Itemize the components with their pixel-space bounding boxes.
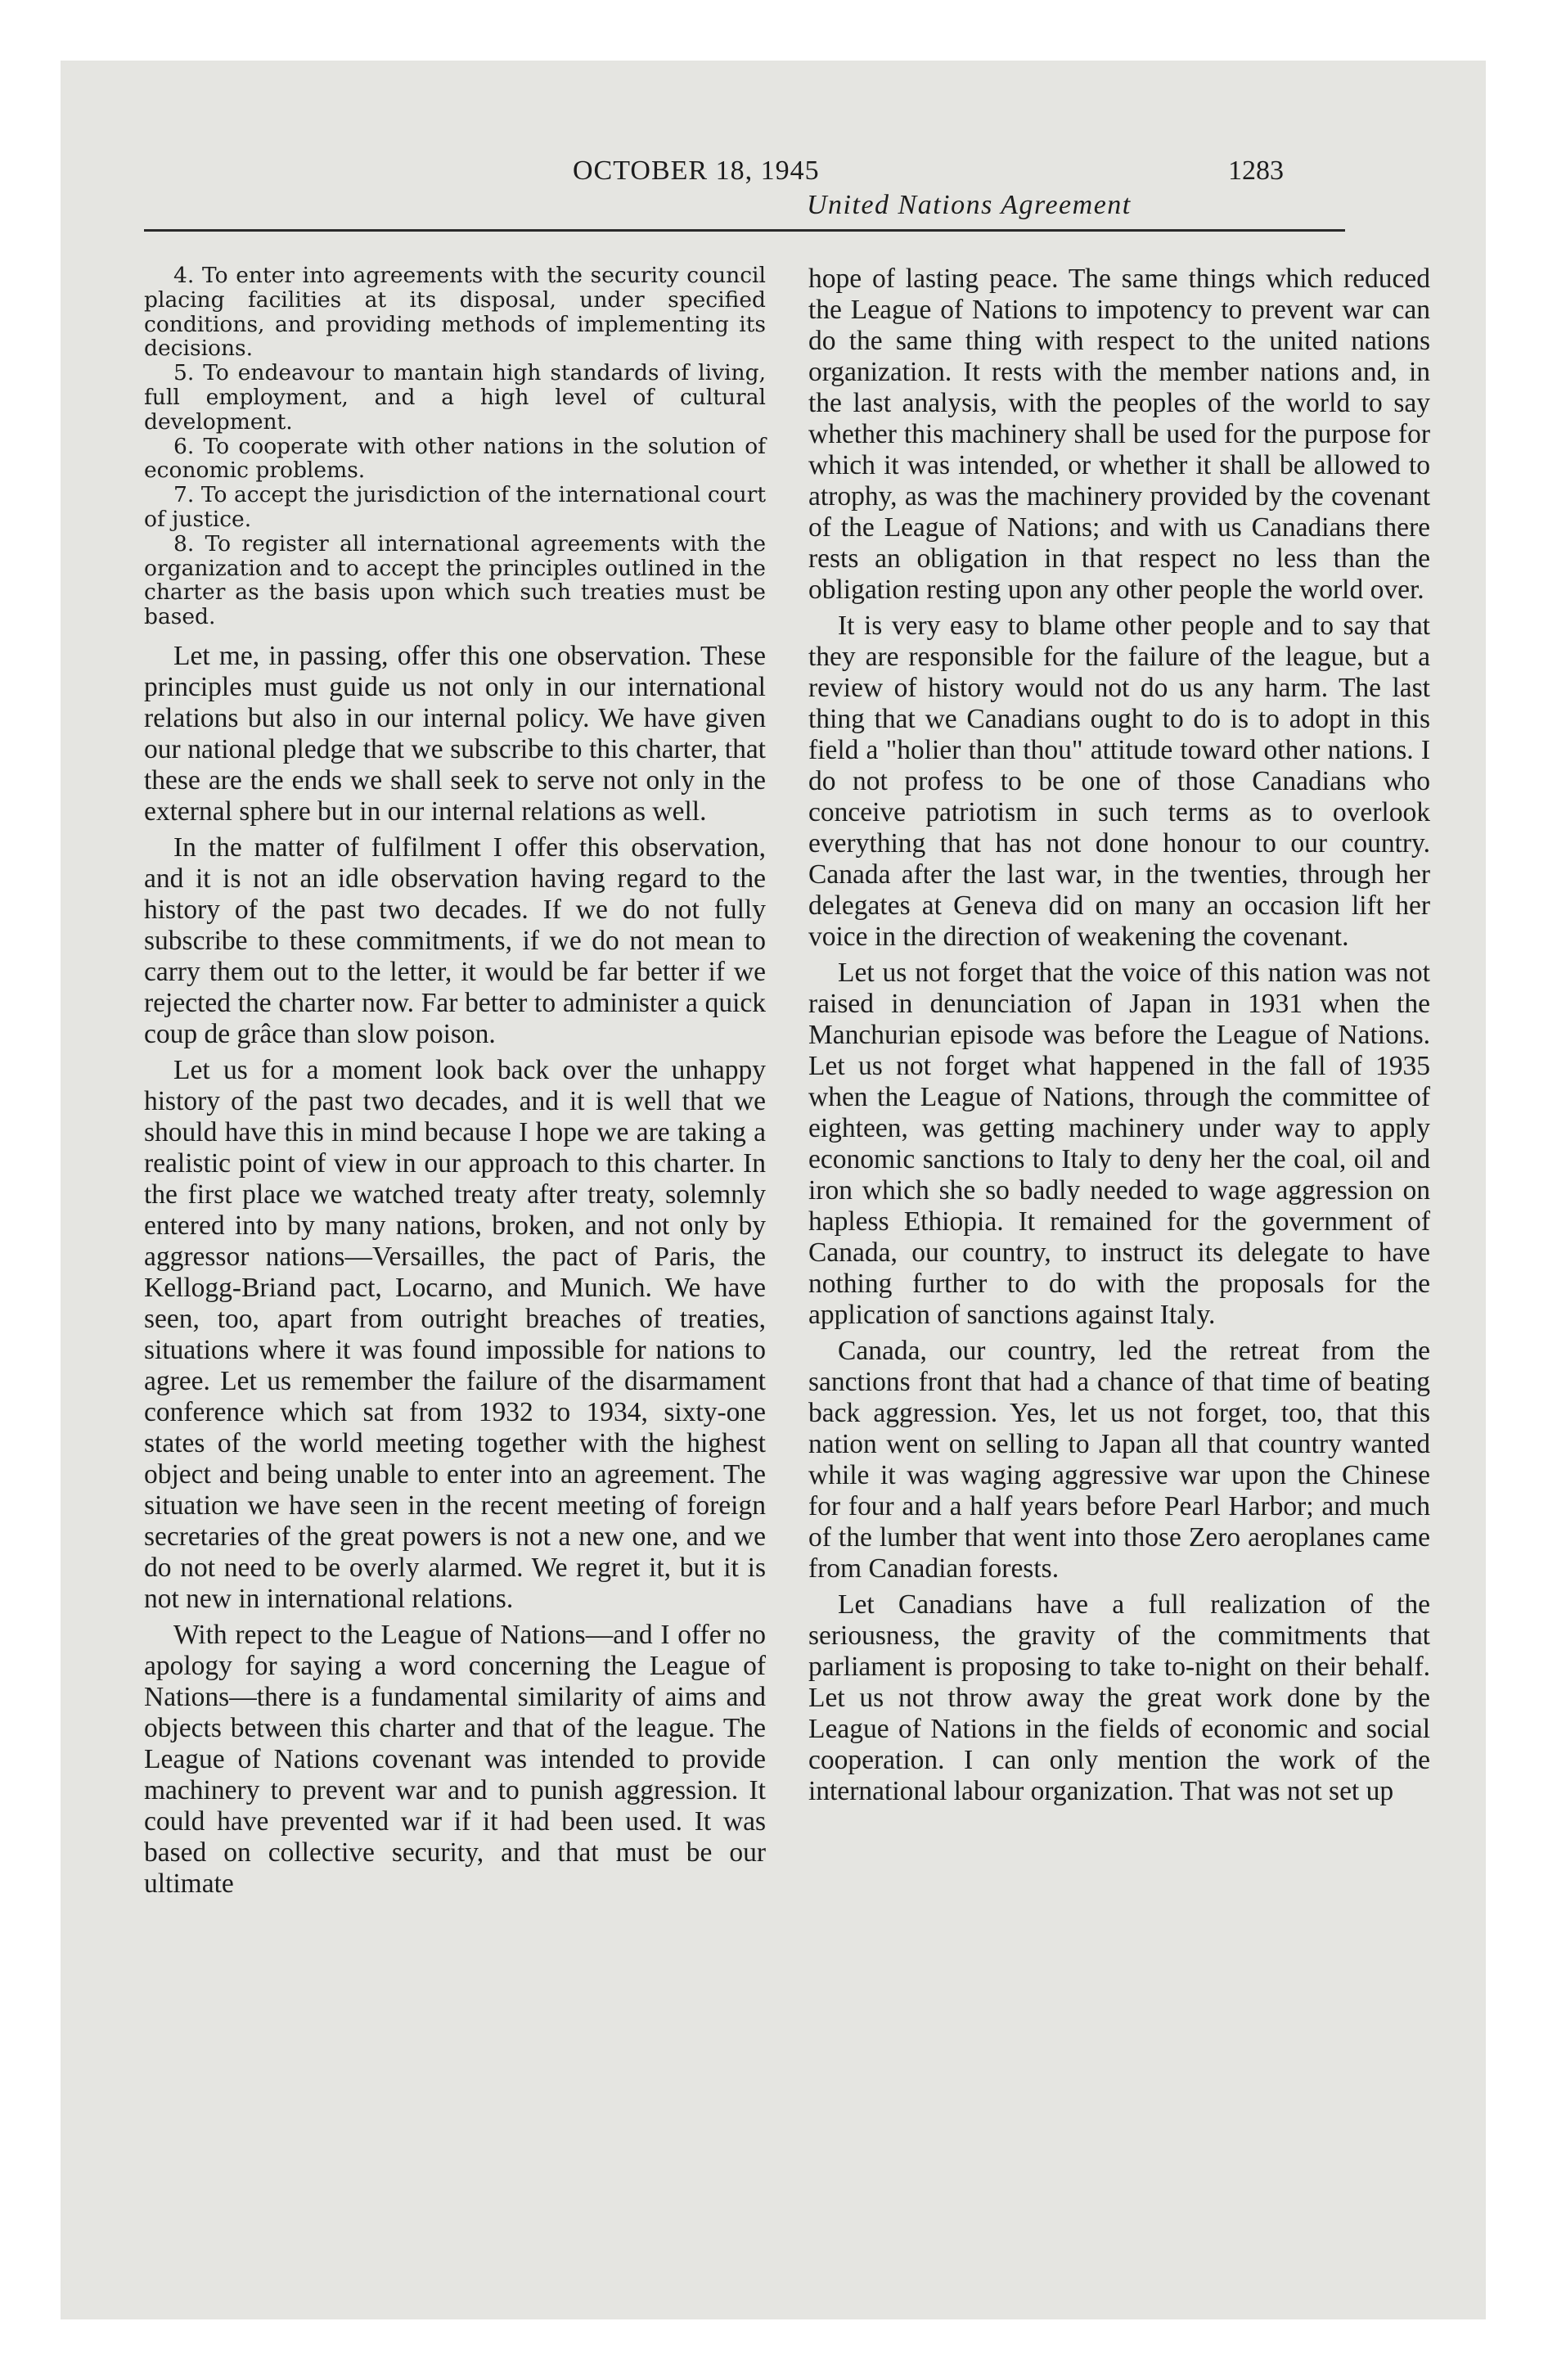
list-item: 7. To accept the jurisdiction of the international court of justice. (144, 482, 766, 532)
page-number: 1283 (1228, 156, 1284, 186)
paragraph: Canada, our country, led the retreat from the sanctions front that had a chance of that time of beating back aggression. Yes, let us not forget, too, that this nation went on selling to Japan all that country wanted while it was waging aggressive war upon the Chinese for four and a half years before Pearl Harbor; and much of the lumber that went into those Zero aeroplanes came from Canadian forests. (808, 1336, 1430, 1584)
left-column (144, 264, 766, 1904)
numbered-list (144, 264, 766, 629)
header-date: OCTOBER 18, 1945 (573, 156, 820, 186)
paragraph: With repect to the League of Nations—and I offer no apology for saying a word concerning the League of Nations—there is a fundamental similarity of aims and objects between this charter and that of the league. The League of Nations covenant was intended to provide machinery to prevent war and to punish aggression. It could have prevented war if it had been used. It was based on collective security, and that must be our ultimate (144, 1619, 766, 1899)
paragraph: Let Canadians have a full realization of the seriousness, the gravity of the commitments that parliament is proposing to take to-night on their behalf. Let us not throw away the great work done by the League of Nations in the fields of economic and social cooperation. I can only mention the work of the international labour organization. That was not set up (808, 1589, 1430, 1806)
paragraph: Let us not forget that the voice of this nation was not raised in denunciation of Japan in 1931 when the Manchurian episode was before the League of Nations. Let us not forget what happened in the fall of 1935 when the League of Nations, through the committee of eighteen, was getting machinery under way to apply economic sanctions to Italy to deny her the coal, oil and iron which she so badly needed to wage aggression on hapless Ethiopia. It remained for the government of Canada, our country, to instruct its delegate to have nothing further to do with the proposals for the application of sanctions against Italy. (808, 958, 1430, 1330)
list-item: 6. To cooperate with other nations in the solution of economic problems. (144, 433, 766, 484)
paragraph: In the matter of fulfilment I offer this observation, and it is not an idle observation having regard to the history of the past two decades. If we do not fully subscribe to these commitments, if we do not mean to carry them out to the letter, it would be far better if we rejected the charter now. Far better to administer a quick coup de grâce than slow poison. (144, 832, 766, 1049)
paragraph-continuation: hope of lasting peace. The same things which reduced the League of Nations to impotency to prevent war can do the same thing with respect to the united nations organization. It rests with the member nations and, in the last analysis, with the peoples of the world to say whether this machinery shall be used for the purpose for which it was intended, or whether it shall be allowed to atrophy, as was the machinery provided by the covenant of the League of Nations; and with us Canadians there rests an obligation in that respect no less than the obligation resting upon any other people the world over. (808, 264, 1430, 605)
list-item: 4. To enter into agreements with the security council placing facilities at its disposal, under specified conditions, and providing methods of implementing its decisions. (144, 263, 766, 362)
paragraph: Let us for a moment look back over the unhappy history of the past two decades, and it is well that we should have this in mind because I hope we are taking a realistic point of view in our approach to this charter. In the first place we watched treaty after treaty, solemnly entered into by many nations, broken, and not only by aggressor nations—Versailles, the pact of Paris, the Kellogg-Briand pact, Locarno, and Munich. We have seen, too, apart from outright breaches of treaties, situations where it was found impossible for nations to agree. Let us remember the failure of the disarmament conference which sat from 1932 to 1934, sixty-one states of the world meeting together with the highest object and being unable to enter into an agreement. The situation we have seen in the recent meeting of foreign secretaries of the great powers is not a new one, and we do not need to be overly alarmed. We regret it, but it is not new in international relations. (144, 1054, 766, 1614)
right-column (808, 264, 1430, 1812)
paragraph: It is very easy to blame other people and to say that they are responsible for the failure of the league, but a review of history would not do us any harm. The last thing that we Canadians ought to do is to adopt in this field a "holier than thou" attitude toward other nations. I do not profess to be one of those Canadians who conceive patriotism in such terms as to overlook everything that has not done honour to our country. Canada after the last war, in the twenties, through her delegates at Geneva did on many an occasion lift her voice in the direction of weakening the covenant. (808, 611, 1430, 952)
header-subtitle: United Nations Agreement (807, 190, 1132, 220)
header-rule (144, 229, 1345, 232)
list-item: 5. To endeavour to mantain high standards of living, full employment, and a high level of cultural development. (144, 360, 766, 435)
list-item: 8. To register all international agreements with the organization and to accept the principles outlined in the charter as the basis upon which such treaties must be based. (144, 530, 766, 630)
paragraph: Let me, in passing, offer this one observation. These principles must guide us not only in our international relations but also in our internal policy. We have given our national pledge that we subscribe to this charter, that these are the ends we shall seek to serve not only in the external sphere but in our internal relations as well. (144, 640, 766, 827)
page-header (85, 90, 1284, 231)
